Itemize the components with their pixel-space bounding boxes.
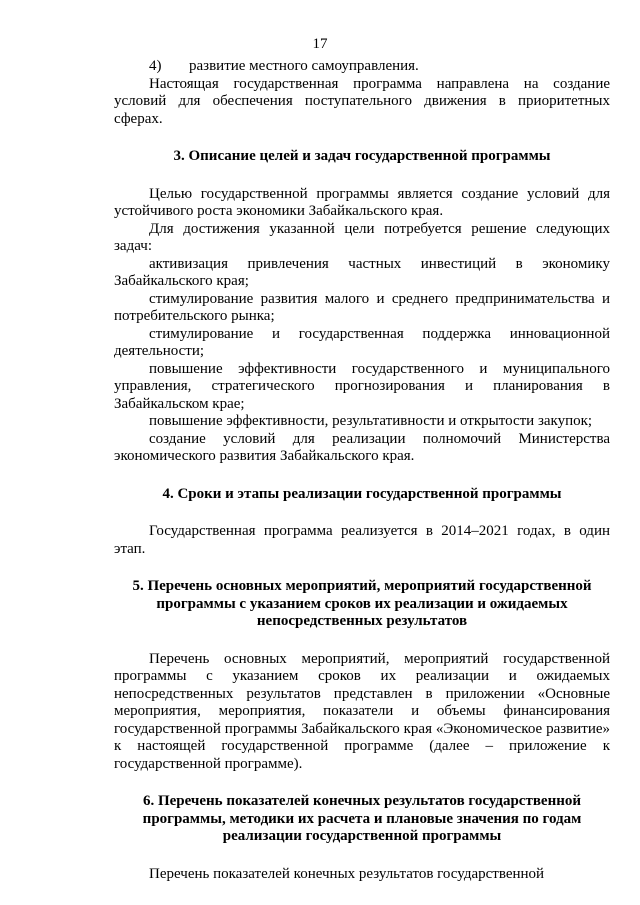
task-paragraph-1: активизация привлечения частных инвестиций в экономику Забайкальского края;	[114, 255, 610, 289]
intro-paragraph: Настоящая государственная программа направлена на создание условий для обеспечения поступательного движения в приоритетных сферах.	[114, 75, 610, 127]
tasks-intro-paragraph: Для достижения указанной цели потребуется решение следующих задач:	[114, 220, 610, 254]
page-content	[114, 58, 610, 883]
section-3-heading: 3. Описание целей и задач государственной программы	[173, 148, 551, 164]
list-item-text: развитие местного самоуправления.	[189, 58, 419, 74]
page-number: 17	[312, 36, 328, 52]
task-paragraph-3: стимулирование и государственная поддержка инновационной деятельности;	[114, 325, 610, 359]
section-5-heading: 5. Перечень основных мероприятий, мероприятий государственной программы с указанием сроков их реализации и ожидаемых непосредственных результатов	[132, 578, 592, 629]
task-paragraph-6: создание условий для реализации полномочий Министерства экономического развития Забайкальского края.	[114, 430, 610, 464]
task-paragraph-5: повышение эффективности, результативности и открытости закупок;	[149, 413, 593, 429]
list-item-4	[114, 58, 610, 76]
section-6-heading: 6. Перечень показателей конечных результатов государственной программы, методики их расчета и плановые значения по годам реализации государственной программы	[142, 793, 582, 844]
goal-paragraph: Целью государственной программы является создание условий для устойчивого роста экономики Забайкальского края.	[114, 185, 610, 219]
indicators-paragraph: Перечень показателей конечных результатов государственной	[149, 865, 545, 882]
measures-paragraph: Перечень основных мероприятий, мероприятий государственной программы с указанием сроков их реализации и ожидаемых непосредственных результатов представлен в приложении «Основные мероприятия, мероприятия, показатели и объемы финансирования государственной программы Забайкальского края «Экономическое развитие» к настоящей государственной программе (далее – приложение к государственной программе).	[114, 650, 610, 772]
list-item-number: 4)	[149, 58, 162, 74]
task-paragraph-2: стимулирование развития малого и среднего предпринимательства и потребительского рынка;	[114, 290, 610, 324]
timing-paragraph: Государственная программа реализуется в 2014–2021 годах, в один этап.	[114, 523, 610, 557]
section-4-heading: 4. Сроки и этапы реализации государственной программы	[162, 485, 562, 502]
task-paragraph-4: повышение эффективности государственного и муниципального управления, стратегического прогнозирования и планирования в Забайкальском крае;	[114, 360, 610, 412]
